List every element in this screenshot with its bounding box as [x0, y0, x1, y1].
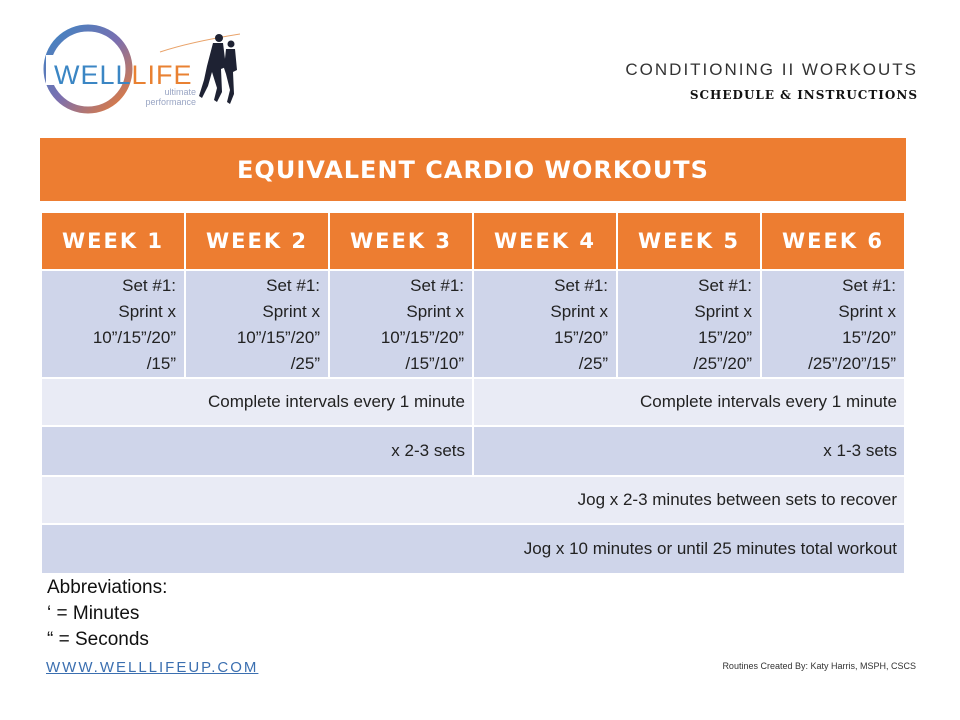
author-credit: Routines Created By: Katy Harris, MSPH, CSCS [722, 661, 916, 671]
sets-count-weeks-4-6: x 1-3 sets [473, 426, 905, 476]
week-header: WEEK 1 [41, 212, 185, 270]
sets-count-row [41, 426, 905, 476]
set-line: 10”/15”/20” [92, 328, 176, 347]
set-cell-week-5 [617, 270, 761, 378]
set-line: Sprint x [694, 302, 752, 321]
runners-logo-icon [199, 34, 237, 104]
set-line: Set #1: [554, 276, 608, 295]
set-line: Set #1: [266, 276, 320, 295]
page-title: CONDITIONING II WORKOUTS [625, 60, 918, 79]
logo-tagline-line-2: performance [145, 97, 196, 107]
set-line: Set #1: [122, 276, 176, 295]
set-cell-week-3 [329, 270, 473, 378]
set-line: 15”/20” [842, 328, 896, 347]
set-line: /15” [146, 354, 176, 373]
set-line: Set #1: [842, 276, 896, 295]
logo [40, 22, 240, 117]
page-subtitle: SCHEDULE & INSTRUCTIONS [689, 88, 918, 102]
set-line: 15”/20” [698, 328, 752, 347]
week-header-row [41, 212, 905, 270]
logo-tagline [136, 87, 196, 107]
set-cell-week-4 [473, 270, 617, 378]
intervals-cell-weeks-1-3: Complete intervals every 1 minute [41, 378, 473, 426]
workout-table [40, 211, 906, 575]
abbreviations-heading: Abbreviations: [47, 577, 168, 598]
logo-word-life: LIFE [131, 60, 193, 90]
jog-total-cell: Jog x 10 minutes or until 25 minutes total workout [41, 524, 905, 574]
set-line: 10”/15”/20” [380, 328, 464, 347]
set-line: /25” [290, 354, 320, 373]
sets-count-weeks-1-3: x 2-3 sets [41, 426, 473, 476]
week-header: WEEK 3 [329, 212, 473, 270]
set-line: /25”/20”/15” [808, 354, 896, 373]
set-cell-week-2 [185, 270, 329, 378]
week-header: WEEK 6 [761, 212, 905, 270]
abbreviations [47, 575, 167, 653]
jog-total-row [41, 524, 905, 574]
set-line: Set #1: [410, 276, 464, 295]
set-line: /25” [578, 354, 608, 373]
set-cell-week-1 [41, 270, 185, 378]
set-line: Sprint x [406, 302, 464, 321]
set-cell-week-6 [761, 270, 905, 378]
set-line: Set #1: [698, 276, 752, 295]
set-line: 10”/15”/20” [236, 328, 320, 347]
website-link[interactable]: WWW.WELLLIFEUP.COM [46, 659, 259, 676]
set-line: Sprint x [118, 302, 176, 321]
intervals-cell-weeks-4-6: Complete intervals every 1 minute [473, 378, 905, 426]
logo-word-well: WELL [54, 60, 132, 90]
week-header: WEEK 4 [473, 212, 617, 270]
intervals-row [41, 378, 905, 426]
set-line: /25”/20” [693, 354, 752, 373]
abbreviation-minutes: ‘ = Minutes [47, 603, 140, 624]
week-header: WEEK 5 [617, 212, 761, 270]
week-header: WEEK 2 [185, 212, 329, 270]
set-line: 15”/20” [554, 328, 608, 347]
abbreviation-seconds: “ = Seconds [47, 629, 149, 650]
section-banner: EQUIVALENT CARDIO WORKOUTS [40, 138, 906, 201]
jog-recover-row [41, 476, 905, 524]
jog-recover-cell: Jog x 2-3 minutes between sets to recover [41, 476, 905, 524]
set-line: Sprint x [262, 302, 320, 321]
set-line: /15”/10” [405, 354, 464, 373]
set-row [41, 270, 905, 378]
set-line: Sprint x [838, 302, 896, 321]
set-line: Sprint x [550, 302, 608, 321]
logo-tagline-line-1: ultimate [164, 87, 196, 97]
